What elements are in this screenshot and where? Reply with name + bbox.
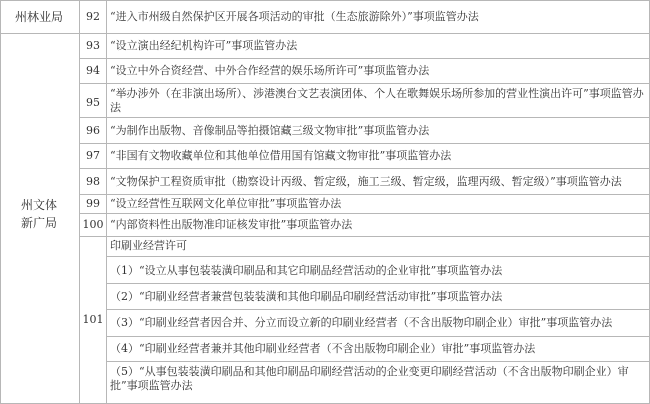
row101-heading: 印刷业经营许可 [110, 239, 187, 252]
row-text: “设立中外合资经营、中外合作经营的娱乐场所许可”事项监管办法 [110, 64, 430, 77]
row-number: 98 [86, 175, 100, 188]
row-text: “非国有文物收藏单位和其他单位借用国有馆藏文物审批”事项监管办法 [110, 149, 452, 162]
row-text: “为制作出版物、音像制品等拍摄馆藏三级文物审批”事项监管办法 [110, 124, 430, 137]
row-number: 100 [82, 218, 104, 231]
row-number-101: 101 [82, 313, 104, 326]
dept-culture [0, 196, 78, 232]
row101-item: （2）“印刷业经营者兼营包装装潢和其他印刷品印刷经营活动审批”事项监管办法 [110, 290, 503, 303]
row-text: “内部资料性出版物准印证核发审批”事项监管办法 [110, 218, 353, 231]
row-text: “进入市州级自然保护区开展各项活动的审批（生态旅游除外）”事项监管办法 [110, 10, 479, 23]
row101-item: （1）“设立从事包装装潢印刷品和其它印刷品经营活动的企业审批”事项监管办法 [110, 264, 503, 277]
dept-culture-line1: 州文体 [20, 198, 57, 212]
row-number: 97 [86, 149, 100, 162]
row-text: “举办涉外（在非演出场所）、涉港澳台文艺表演团体、个人在歌舞娱乐场所参加的营业性演出许可”事项监管办法 [110, 87, 644, 114]
dept-forestry: 州林业局 [14, 10, 63, 24]
row-number: 96 [86, 124, 100, 137]
row-number: 93 [86, 39, 100, 52]
row-number: 94 [86, 64, 100, 77]
dept-culture-line2: 新广局 [20, 216, 57, 230]
row101-item: （5）“从事包装装潢印刷品和其他印刷品印刷经营活动的企业变更印刷经营活动（不含出版物印刷企业）审批”事项监管办法 [110, 365, 629, 392]
row-text: “文物保护工程资质审批（勘察设计丙级、暂定级，施工三级、暂定级，监理丙级、暂定级）”事项监管办法 [110, 175, 622, 188]
row101-item: （3）“印刷业经营者因合并、分立而设立新的印刷业经营者（不含出版物印刷企业）审批”事项监管办法 [110, 316, 613, 329]
row-number: 92 [86, 10, 100, 23]
row-number: 99 [86, 197, 100, 210]
row-text: “设立经营性互联网文化单位审批”事项监管办法 [110, 197, 342, 210]
row-number: 95 [86, 96, 100, 109]
row101-item: （4）“印刷业经营者兼并其他印刷业经营者（不含出版物印刷企业）审批”事项监管办法 [110, 342, 536, 355]
row-text: “设立演出经纪机构许可”事项监管办法 [110, 39, 298, 52]
